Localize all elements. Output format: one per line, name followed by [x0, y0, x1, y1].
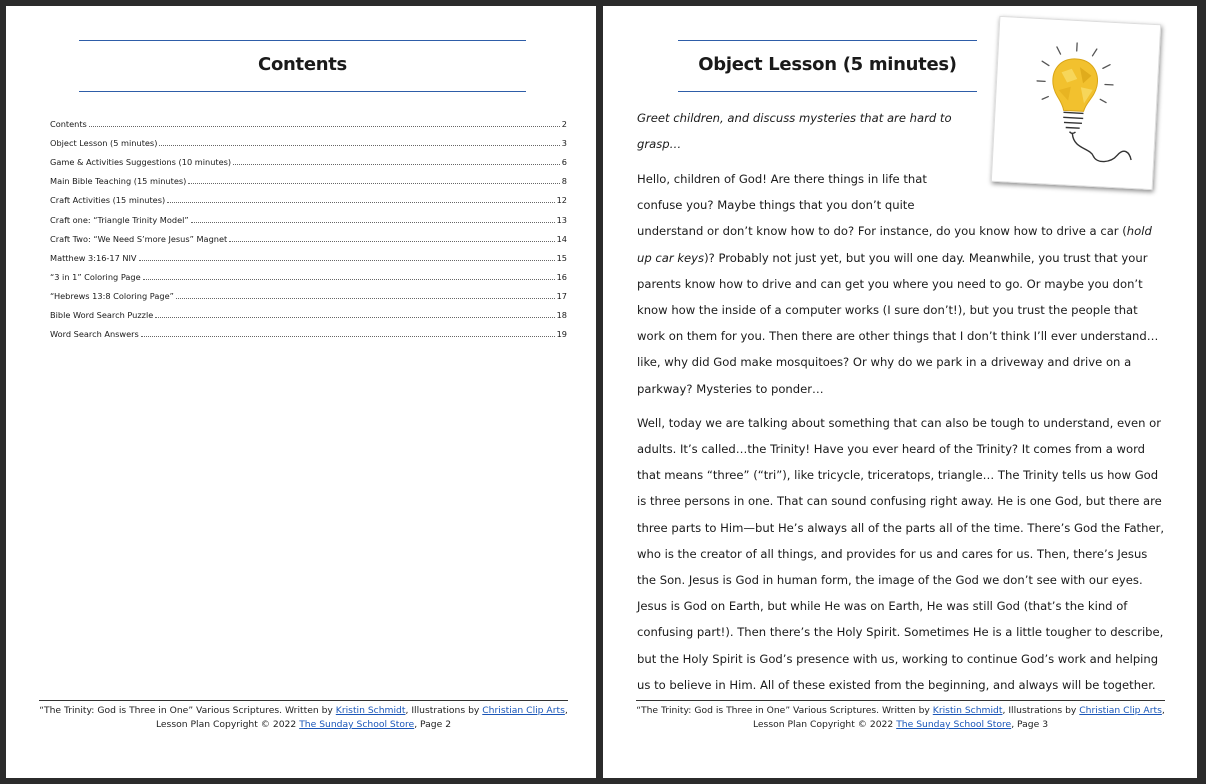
- toc-entry-page: 16: [556, 271, 567, 282]
- toc-entry-page: 19: [556, 329, 567, 340]
- title-rule-top: [678, 40, 977, 41]
- paragraph-1-part2: )? Probably not just yet, but you will one day. Meanwhile, you trust that your parents know how to drive and can get you where you need to go. Or maybe you don’t know how the inside of a computer works (I sure don’t!), but you trust the people that work on them for you. Then there are other things that I don’t think I’ll ever understand…like, why did God make mosquitoes? Or why do we park in a driveway and drive on a parkway? Mysteries to ponder…: [637, 250, 1159, 396]
- toc-entry-label: “3 in 1” Coloring Page: [50, 271, 141, 282]
- toc-entry-page: 3: [561, 138, 567, 149]
- toc-entry-page: 17: [556, 290, 567, 301]
- toc-entry[interactable]: [50, 301, 567, 320]
- page-number: , Page 3: [1011, 719, 1049, 730]
- toc-leader-dots: [233, 164, 560, 165]
- toc-entry-page: 2: [561, 119, 567, 130]
- paragraph-1-part1: Hello, children of God! Are there things in life that confuse you? Maybe things that you don’t quite understand or don’t know how to do? For instance, do you know how to drive a car (: [637, 172, 1127, 239]
- toc-entry-page: 8: [561, 176, 567, 187]
- toc-entry-label: Craft Activities (15 minutes): [50, 195, 166, 206]
- toc-entry[interactable]: [50, 205, 567, 224]
- toc-leader-dots: [176, 298, 555, 299]
- toc-entry-page: 18: [556, 310, 567, 321]
- title-rule-top: [79, 40, 526, 41]
- toc-leader-dots: [159, 145, 559, 146]
- footer-rule: [636, 700, 1165, 701]
- footer-text: , Lesson Plan Copyright © 2022: [155, 705, 568, 730]
- footer: [636, 704, 1165, 732]
- intro-instruction: Greet children, and discuss mysteries that are hard to grasp…: [637, 111, 952, 152]
- toc-entry-label: Object Lesson (5 minutes): [50, 138, 158, 149]
- page-title: Contents: [258, 54, 347, 75]
- toc-leader-dots: [229, 241, 554, 242]
- toc-leader-dots: [143, 279, 555, 280]
- store-link[interactable]: The Sunday School Store: [299, 719, 415, 730]
- footer-rule: [39, 700, 568, 701]
- toc-entry[interactable]: [50, 186, 567, 205]
- toc-leader-dots: [167, 202, 554, 203]
- toc-entry[interactable]: [50, 320, 567, 339]
- page-2: [6, 6, 596, 778]
- toc-entry[interactable]: [50, 148, 567, 167]
- paragraph-1-text: [637, 166, 1169, 402]
- toc-leader-dots: [155, 317, 554, 318]
- footer-text: , Illustrations by: [1002, 705, 1080, 716]
- toc-entry-label: Matthew 3:16-17 NIV: [50, 252, 137, 263]
- page-3: [603, 6, 1197, 778]
- toc-entry-page: 6: [561, 157, 567, 168]
- toc-entry-label: Contents: [50, 119, 87, 130]
- illustrator-link[interactable]: Christian Clip Arts: [1079, 705, 1162, 716]
- title-rule-bottom: [678, 91, 977, 92]
- footer-text: , Lesson Plan Copyright © 2022: [752, 705, 1165, 730]
- toc-entry[interactable]: [50, 129, 567, 148]
- toc-entry-page: 15: [556, 252, 567, 263]
- lesson-body: [637, 166, 1169, 698]
- paragraph-1-italic: hold up car keys: [637, 224, 1152, 265]
- toc-leader-dots: [188, 183, 559, 184]
- toc-entry-label: Bible Word Search Puzzle: [50, 310, 154, 321]
- toc-entry-label: Craft one: “Triangle Trinity Model”: [50, 214, 189, 225]
- illustrator-link[interactable]: Christian Clip Arts: [482, 705, 565, 716]
- toc-entry[interactable]: [50, 244, 567, 263]
- toc-entry[interactable]: [50, 282, 567, 301]
- lightbulb-icon: [992, 17, 1160, 189]
- footer-text: “The Trinity: God is Three in One” Various Scriptures. Written by: [39, 705, 336, 716]
- toc-leader-dots: [139, 260, 555, 261]
- footer: [39, 704, 568, 732]
- footer-text: “The Trinity: God is Three in One” Various Scriptures. Written by: [636, 705, 933, 716]
- lightbulb-illustration: [991, 16, 1161, 190]
- store-link[interactable]: The Sunday School Store: [896, 719, 1012, 730]
- toc-entry[interactable]: [50, 167, 567, 186]
- footer-text: , Illustrations by: [405, 705, 483, 716]
- toc-entry-label: Game & Activities Suggestions (10 minutes): [50, 157, 232, 168]
- toc-entry-page: 12: [556, 195, 567, 206]
- toc-entry-label: Word Search Answers: [50, 329, 139, 340]
- toc-leader-dots: [191, 222, 555, 223]
- intro-block: [637, 105, 995, 157]
- toc-leader-dots: [89, 126, 560, 127]
- paragraph-2: Well, today we are talking about something that can also be tough to understand, even or adults. It’s called…the Trinity! Have you ever heard of the Trinity? It comes from a word that means “three” (“tri”), like tricycle, triceratops, triangle… The Trinity tells us how God is three persons in one. That can sound confusing right away. He is one God, but there are three parts to Him—but He’s always all of the parts all of the time. There’s God the Father, who is the creator of all things, and provides for us and cares for us. Then, there’s Jesus the Son. Jesus is God in human form, the image of the God we don’t see with our eyes. Jesus is God on Earth, but while He was on Earth, He was still God (that’s the kind of confusing part!). Then there’s the Holy Spirit. Sometimes He is a little tougher to describe, but the Holy Spirit is God’s presence with us, working to continue God’s work and helping us to believe in Him. All of these existed from the beginning, and always will be together.: [637, 415, 1165, 692]
- title-rule-bottom: [79, 91, 526, 92]
- toc-entry-page: 14: [556, 233, 567, 244]
- page-number: , Page 2: [414, 719, 452, 730]
- toc-entry-page: 13: [556, 214, 567, 225]
- image-wrap-spacer: [973, 166, 1169, 218]
- toc-entry-label: Craft Two: “We Need S’more Jesus” Magnet: [50, 233, 228, 244]
- table-of-contents: [50, 110, 567, 339]
- page-title: Object Lesson (5 minutes): [698, 54, 957, 75]
- toc-entry[interactable]: [50, 263, 567, 282]
- toc-entry-label: Main Bible Teaching (15 minutes): [50, 176, 187, 187]
- toc-entry[interactable]: [50, 225, 567, 244]
- author-link[interactable]: Kristin Schmidt: [335, 705, 406, 716]
- author-link[interactable]: Kristin Schmidt: [932, 705, 1003, 716]
- toc-entry-label: “Hebrews 13:8 Coloring Page”: [50, 290, 174, 301]
- toc-entry[interactable]: [50, 110, 567, 129]
- toc-leader-dots: [141, 336, 555, 337]
